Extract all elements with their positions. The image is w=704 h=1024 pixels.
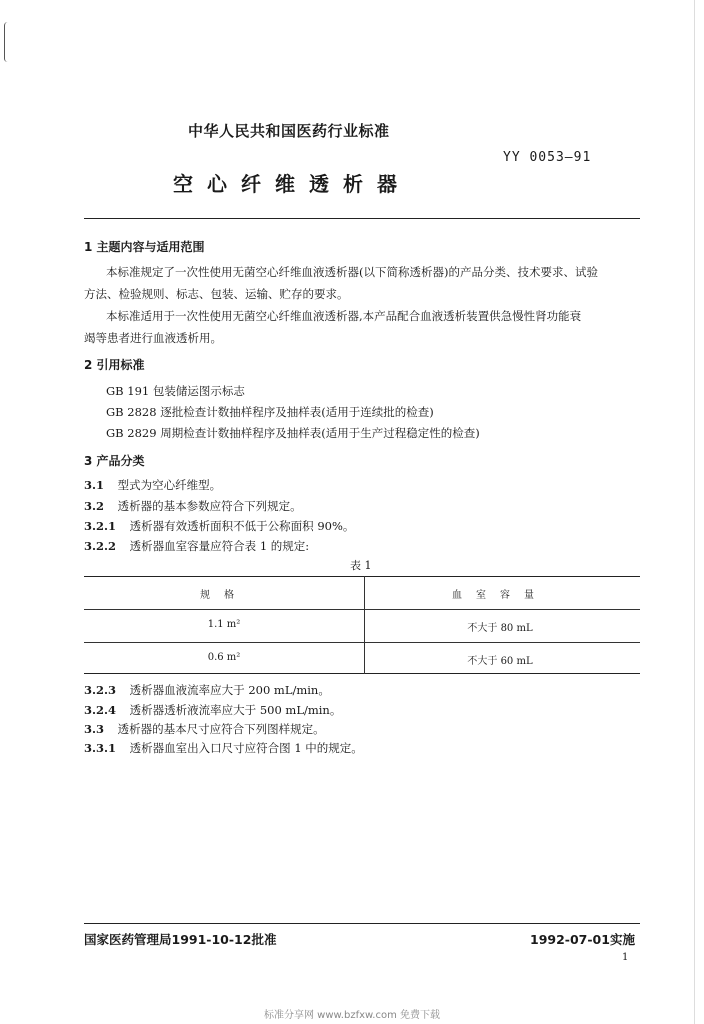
clause-number: 3.1 xyxy=(84,478,105,492)
clause-number: 3.2.4 xyxy=(84,703,117,717)
reference-item: GB 191 包装储运图示标志 xyxy=(106,384,245,398)
page-number: 1 xyxy=(622,952,629,963)
table-row-rule xyxy=(84,642,640,643)
table-top-rule xyxy=(84,576,640,577)
standard-number: YY 0053—91 xyxy=(503,150,592,165)
section-1-para1-line1: 本标准规定了一次性使用无菌空心纤维血液透析器(以下简称透析器)的产品分类、技术要求、试验 xyxy=(106,265,598,279)
table-cell: 0.6 m² xyxy=(207,652,241,663)
clause-item xyxy=(84,682,330,698)
section-1-heading: 1 主题内容与适用范围 xyxy=(84,240,205,254)
clause-item xyxy=(84,518,354,534)
header-rule xyxy=(84,218,640,219)
table-cell: 不大于 80 mL xyxy=(467,623,533,634)
clause-text: 透析器的基本参数应符合下列规定。 xyxy=(117,499,302,513)
reference-item: GB 2828 逐批检查计数抽样程序及抽样表(适用于连续批的检查) xyxy=(106,405,434,419)
table-bottom-rule xyxy=(84,673,640,674)
table-header-rule xyxy=(84,609,640,610)
clause-text: 型式为空心纤维型。 xyxy=(117,478,222,492)
ministry-heading: 中华人民共和国医药行业标准 xyxy=(188,122,390,140)
clause-number: 3.2.3 xyxy=(84,683,117,697)
clause-text: 透析器透析液流率应大于 500 mL/min。 xyxy=(129,703,342,717)
table-cell: 1.1 m² xyxy=(207,619,241,630)
approval-text: 国家医药管理局1991-10-12批准 xyxy=(84,932,277,947)
table-caption: 表 1 xyxy=(350,559,372,572)
clause-item xyxy=(84,740,363,756)
table-header-cell: 血室容量 xyxy=(452,590,548,601)
clause-item xyxy=(84,477,221,493)
implementation-text: 1992-07-01实施 xyxy=(530,932,635,947)
clause-number: 3.2.1 xyxy=(84,519,117,533)
section-1-para1-line2: 方法、检验规则、标志、包装、运输、贮存的要求。 xyxy=(84,287,349,301)
section-2-heading: 2 引用标准 xyxy=(84,358,145,372)
clause-text: 透析器血室出入口尺寸应符合图 1 中的规定。 xyxy=(129,741,363,755)
clause-number: 3.3 xyxy=(84,722,105,736)
scan-edge-mark xyxy=(4,22,11,62)
watermark: 标准分享网 www.bzfxw.com 免费下载 xyxy=(264,1010,440,1021)
table-header-cell: 规格 xyxy=(200,590,248,601)
table-1 xyxy=(84,576,640,674)
table-cell: 不大于 60 mL xyxy=(467,656,533,667)
clause-text: 透析器有效透析面积不低于公称面积 90%。 xyxy=(129,519,355,533)
clause-item xyxy=(84,498,302,514)
clause-item xyxy=(84,538,309,554)
clause-number: 3.3.1 xyxy=(84,741,117,755)
clause-number: 3.2.2 xyxy=(84,539,117,553)
section-1-para2-line1: 本标准适用于一次性使用无菌空心纤维血液透析器,本产品配合血液透析装置供急慢性肾功能衰 xyxy=(106,309,582,323)
clause-item xyxy=(84,721,325,737)
scan-edge-line xyxy=(694,0,695,1024)
document-title: 空心纤维透析器 xyxy=(173,172,411,196)
clause-item xyxy=(84,702,341,718)
clause-number: 3.2 xyxy=(84,499,105,513)
clause-text: 透析器血室容量应符合表 1 的规定: xyxy=(129,539,310,553)
section-1-para2-line2: 竭等患者进行血液透析用。 xyxy=(84,331,222,345)
footer-rule xyxy=(84,923,640,924)
section-3-heading: 3 产品分类 xyxy=(84,454,145,468)
reference-item: GB 2829 周期检查计数抽样程序及抽样表(适用于生产过程稳定性的检查) xyxy=(106,426,480,440)
clause-text: 透析器的基本尺寸应符合下列图样规定。 xyxy=(117,722,325,736)
clause-text: 透析器血液流率应大于 200 mL/min。 xyxy=(129,683,330,697)
